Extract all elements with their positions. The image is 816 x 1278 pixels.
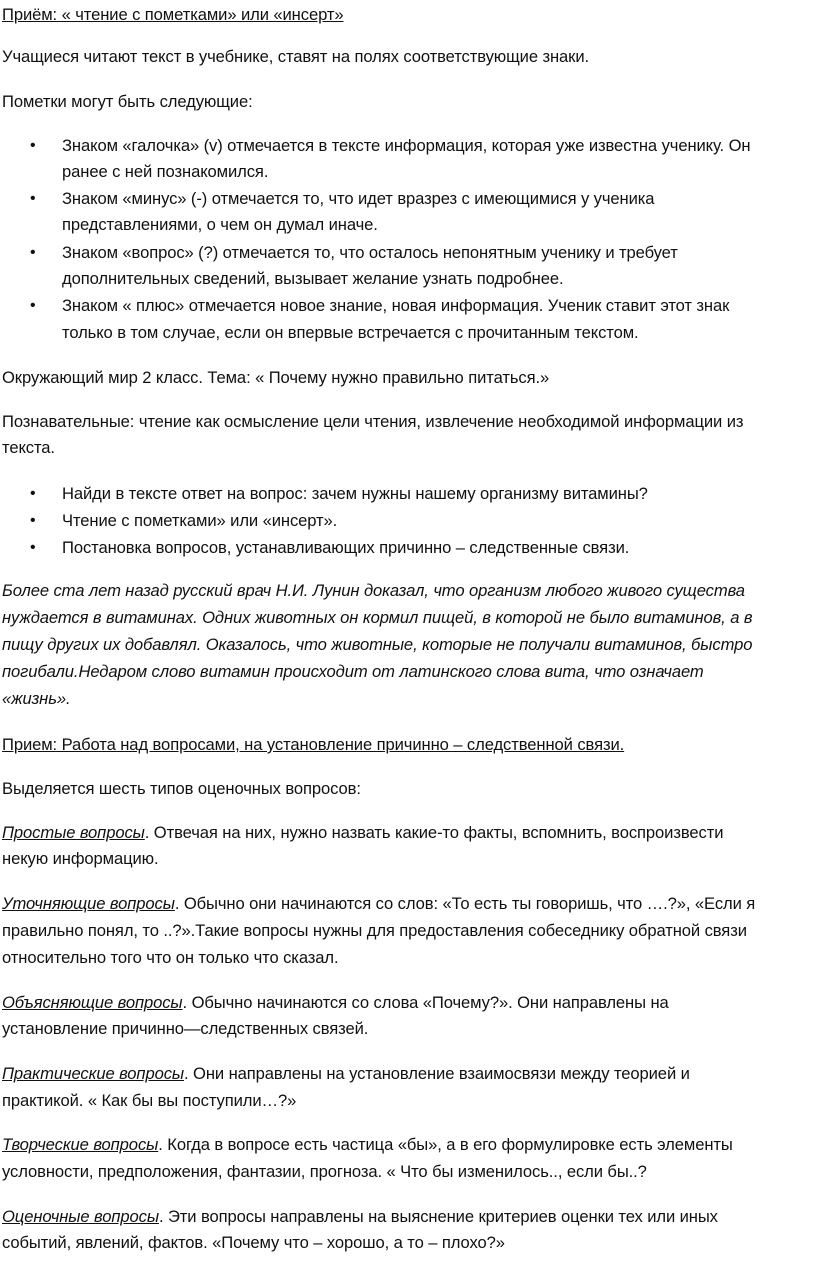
question-type-name: Творческие вопросы bbox=[2, 1135, 159, 1154]
bullet-icon: • bbox=[30, 137, 36, 154]
question-type-desc: . Обычно они начинаются со слов: «То есть ты говоришь, что ….?», «Если я bbox=[174, 894, 756, 913]
cognitive-line-1: Познавательные: чтение как осмысление цели чтения, извлечение необходимой информации из bbox=[2, 412, 744, 431]
question-type-cont: практикой. « Как бы вы поступили…?» bbox=[2, 1091, 297, 1110]
story-line: пищу других их добавлял. Оказалось, что животные, которые не получали витаминов, быстро bbox=[2, 635, 753, 654]
question-type-desc: . Они направлены на установление взаимосвязи между теорией и bbox=[184, 1064, 690, 1083]
question-type-cont: относительно того что он только что сказал. bbox=[2, 948, 339, 967]
mark-item-checkmark-cont: ранее с ней познакомился. bbox=[62, 162, 269, 181]
six-types-heading: Выделяется шесть типов оценочных вопросов: bbox=[2, 779, 361, 798]
task-item: Найди в тексте ответ на вопрос: зачем нужны нашему организму витамины? bbox=[62, 484, 648, 503]
method-heading: Прием: Работа над вопросами, на установление причинно – следственной связи. bbox=[2, 735, 625, 754]
question-type-name: Оценочные вопросы bbox=[2, 1207, 159, 1226]
question-type-name: Простые вопросы bbox=[2, 823, 145, 842]
question-type-desc: . Отвечая на них, нужно назвать какие-то факты, вспомнить, воспроизвести bbox=[144, 823, 724, 842]
marks-heading: Пометки могут быть следующие: bbox=[2, 92, 253, 111]
question-type-cont: некую информацию. bbox=[2, 849, 159, 868]
question-type-name: Практические вопросы bbox=[2, 1064, 185, 1083]
bullet-icon: • bbox=[30, 539, 36, 556]
question-type-desc: . Обычно начинаются со слова «Почему?». Они направлены на bbox=[182, 993, 669, 1012]
task-item: Чтение с пометками» или «инсерт». bbox=[62, 511, 338, 530]
mark-item-plus: Знаком « плюс» отмечается новое знание, новая информация. Ученик ставит этот знак bbox=[62, 296, 730, 315]
mark-item-checkmark: Знаком «галочка» (v) отмечается в тексте информация, которая уже известна ученику. Он bbox=[62, 136, 751, 155]
bullet-icon: • bbox=[30, 512, 36, 529]
mark-item-plus-cont: только в том случае, если он впервые встречается с прочитанным текстом. bbox=[62, 323, 639, 342]
question-type-cont: событий, явлений, фактов. «Почему что – хорошо, а то – плохо?» bbox=[2, 1233, 505, 1252]
mark-item-minus-cont: представлениями, о чем он думал иначе. bbox=[62, 215, 378, 234]
bullet-icon: • bbox=[30, 190, 36, 207]
mark-item-minus: Знаком «минус» (-) отмечается то, что идет вразрез с имеющимися у ученика bbox=[62, 189, 655, 208]
question-type-desc: . Когда в вопросе есть частица «бы», а в его формулировке есть элементы bbox=[158, 1135, 733, 1154]
mark-item-question-cont: дополнительных сведений, вызывает желание узнать подробнее. bbox=[62, 269, 564, 288]
question-type-name: Объясняющие вопросы bbox=[2, 993, 183, 1012]
cognitive-line-2: текста. bbox=[2, 438, 55, 457]
question-type-cont: правильно понял, то ..?».Такие вопросы нужны для предоставления собеседнику обратной связи bbox=[2, 921, 747, 940]
task-item: Постановка вопросов, устанавливающих причинно – следственные связи. bbox=[62, 538, 630, 557]
bullet-icon: • bbox=[30, 297, 36, 314]
story-line: Более ста лет назад русский врач Н.И. Лунин доказал, что организм любого живого существа bbox=[2, 581, 745, 600]
story-line: погибали.Недаром слово витамин происходит от латинского слова вита, что означает bbox=[2, 662, 704, 681]
lesson-topic: Окружающий мир 2 класс. Тема: « Почему нужно правильно питаться.» bbox=[2, 368, 550, 387]
bullet-icon: • bbox=[30, 244, 36, 261]
question-type-name: Уточняющие вопросы bbox=[2, 894, 175, 913]
mark-item-question: Знаком «вопрос» (?) отмечается то, что осталось непонятным ученику и требует bbox=[62, 243, 678, 262]
intro-text: Учащиеся читают текст в учебнике, ставят на полях соответствующие знаки. bbox=[2, 47, 590, 66]
bullet-icon: • bbox=[30, 485, 36, 502]
story-line: нуждается в витаминах. Одних животных он кормил пищей, в которой не было витаминов, а в bbox=[2, 608, 753, 627]
question-type-cont: установление причинно—следственных связей. bbox=[2, 1019, 369, 1038]
story-line: «жизнь». bbox=[2, 689, 71, 708]
method-title: Приём: « чтение с пометками» или «инсерт» bbox=[2, 5, 344, 24]
question-type-desc: . Эти вопросы направлены на выяснение критериев оценки тех или иных bbox=[158, 1207, 718, 1226]
question-type-cont: условности, предположения, фантазии, прогноза. « Что бы изменилось.., если бы..? bbox=[2, 1162, 647, 1181]
